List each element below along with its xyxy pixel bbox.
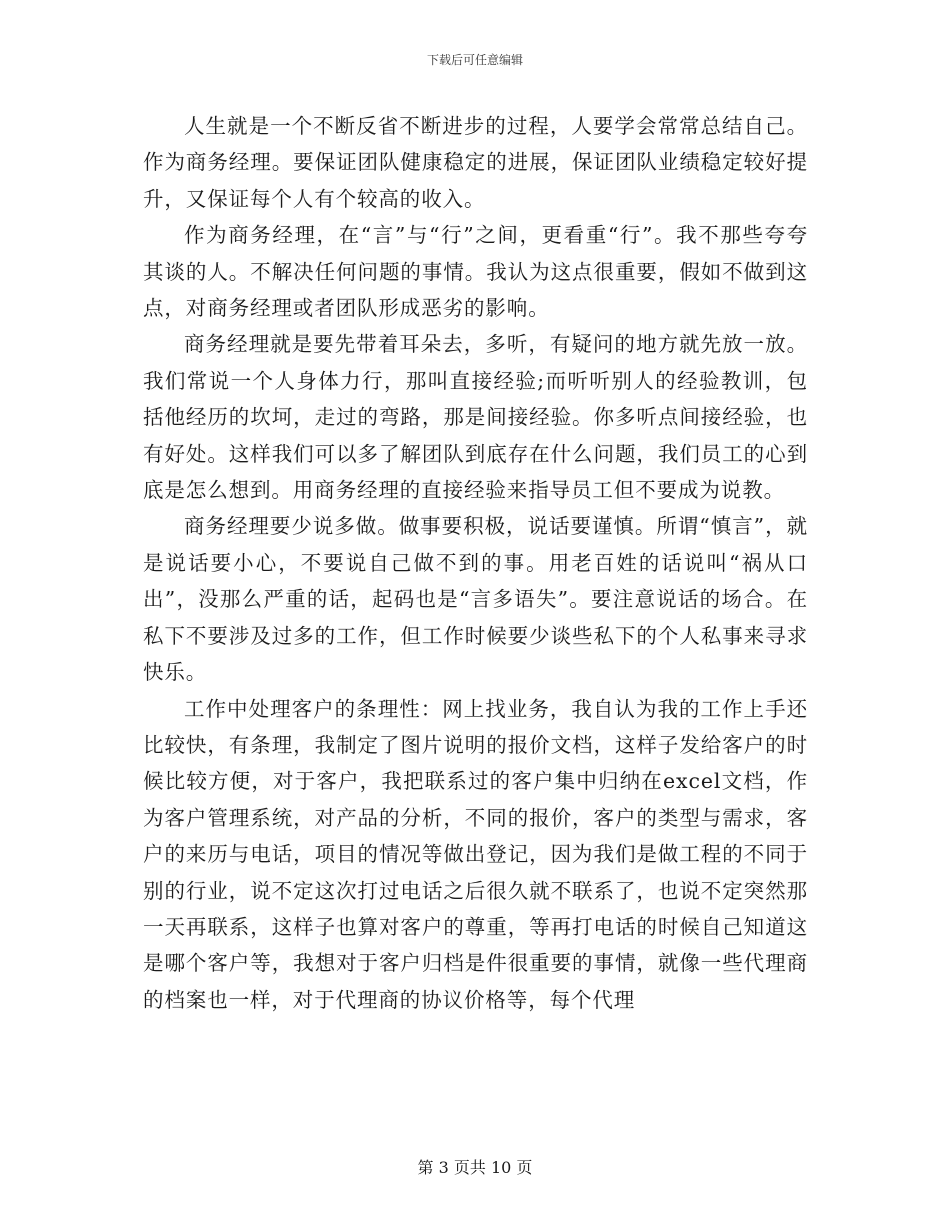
body-text xyxy=(143,108,808,1018)
paragraph-5: 工作中处理客户的条理性：网上找业务，我自认为我的工作上手还比较快，有条理，我制定了图片说明的报价文档，这样子发给客户的时候比较方便，对于客户，我把联系过的客户集中归纳在excel文档，作为客户管理系统，对产品的分析，不同的报价，客户的类型与需求，客户的来历与电话，项目的情况等做出登记，因为我们是做工程的不同于别的行业，说不定这次打过电话之后很久就不联系了，也说不定突然那一天再联系，这样子也算对客户的尊重，等再打电话的时候自己知道这是哪个客户等，我想对于客户归档是件很重要的事情，就像一些代理商的档案也一样，对于代理商的协议价格等，每个代理 xyxy=(143,696,808,1012)
paragraph-2: 作为商务经理，在“言”与“行”之间，更看重“行”。我不那些夸夸其谈的人。不解决任何问题的事情。我认为这点很重要，假如不做到这点，对商务经理或者团队形成恶劣的影响。 xyxy=(143,223,808,321)
page-header: 下载后可任意编辑 xyxy=(426,53,523,67)
paragraph-3: 商务经理就是要先带着耳朵去，多听，有疑问的地方就先放一放。我们常说一个人身体力行，那叫直接经验;而听听别人的经验教训，包括他经历的坎坷，走过的弯路，那是间接经验。你多听点间接经验，也有好处。这样我们可以多了解团队到底存在什么问题，我们员工的心到底是怎么想到。用商务经理的直接经验来指导员工但不要成为说教。 xyxy=(143,332,808,503)
page-number: 第 3 页共 10 页 xyxy=(417,1158,533,1177)
paragraph-1: 人生就是一个不断反省不断进步的过程，人要学会常常总结自己。作为商务经理。要保证团队健康稳定的进展，保证团队业绩稳定较好提升，又保证每个人有个较高的收入。 xyxy=(143,114,808,211)
paragraph-4: 商务经理要少说多做。做事要积极，说话要谨慎。所谓“慎言”，就是说话要小心，不要说自己做不到的事。用老百姓的话说叫“祸从口出”，没那么严重的话，起码也是“言多语失”。要注意说话的场合。在私下不要涉及过多的工作，但工作时候要少谈些私下的个人私事来寻求快乐。 xyxy=(143,514,808,685)
